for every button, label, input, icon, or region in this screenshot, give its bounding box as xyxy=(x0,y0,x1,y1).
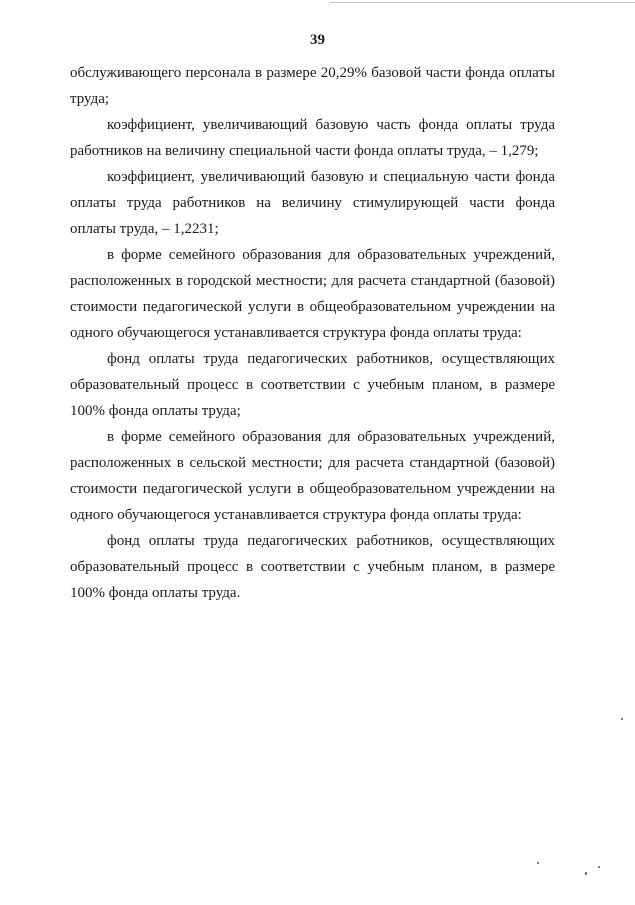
text-line: образовательный процесс в соответствии с учебным планом, в размере xyxy=(70,377,555,393)
scan-speck xyxy=(598,866,600,868)
scan-speck xyxy=(537,862,539,864)
scan-edge-line xyxy=(330,2,635,3)
text-line: стоимости педагогической услуги в общеобразовательном учреждении на xyxy=(70,481,555,497)
text-line: коэффициент, увеличивающий базовую часть фонда оплаты труда xyxy=(107,117,555,133)
text-line: труда; xyxy=(70,91,110,107)
text-line: оплаты труда работников на величину стимулирующей части фонда xyxy=(70,195,555,211)
document-body xyxy=(70,60,555,606)
text-line: 100% фонда оплаты труда; xyxy=(70,403,241,419)
scan-speck xyxy=(585,872,587,875)
text-line: коэффициент, увеличивающий базовую и специальную части фонда xyxy=(107,169,555,185)
text-line: оплаты труда, – 1,2231; xyxy=(70,221,219,237)
paragraph xyxy=(70,242,555,346)
paragraph xyxy=(70,346,555,424)
text-line: обслуживающего персонала в размере 20,29% базовой части фонда оплаты xyxy=(70,65,555,81)
page-number: 39 xyxy=(310,32,325,48)
text-line: одного обучающегося устанавливается структура фонда оплаты труда: xyxy=(70,325,522,341)
paragraph xyxy=(70,164,555,242)
scan-speck xyxy=(621,718,623,720)
text-line: образовательный процесс в соответствии с учебным планом, в размере xyxy=(70,559,555,575)
text-line: работников на величину специальной части фонда оплаты труда, – 1,279; xyxy=(70,143,539,159)
text-line: расположенных в городской местности; для расчета стандартной (базовой) xyxy=(70,273,555,289)
text-line: расположенных в сельской местности; для расчета стандартной (базовой) xyxy=(70,455,555,471)
text-line: в форме семейного образования для образовательных учреждений, xyxy=(107,247,555,263)
text-line: 100% фонда оплаты труда. xyxy=(70,585,241,601)
paragraph xyxy=(70,528,555,606)
paragraph xyxy=(70,112,555,164)
text-line: одного обучающегося устанавливается структура фонда оплаты труда: xyxy=(70,507,522,523)
paragraph xyxy=(70,60,555,112)
text-line: в форме семейного образования для образовательных учреждений, xyxy=(107,429,555,445)
text-line: фонд оплаты труда педагогических работников, осуществляющих xyxy=(107,533,555,549)
paragraph xyxy=(70,424,555,528)
text-line: стоимости педагогической услуги в общеобразовательном учреждении на xyxy=(70,299,555,315)
text-line: фонд оплаты труда педагогических работников, осуществляющих xyxy=(107,351,555,367)
